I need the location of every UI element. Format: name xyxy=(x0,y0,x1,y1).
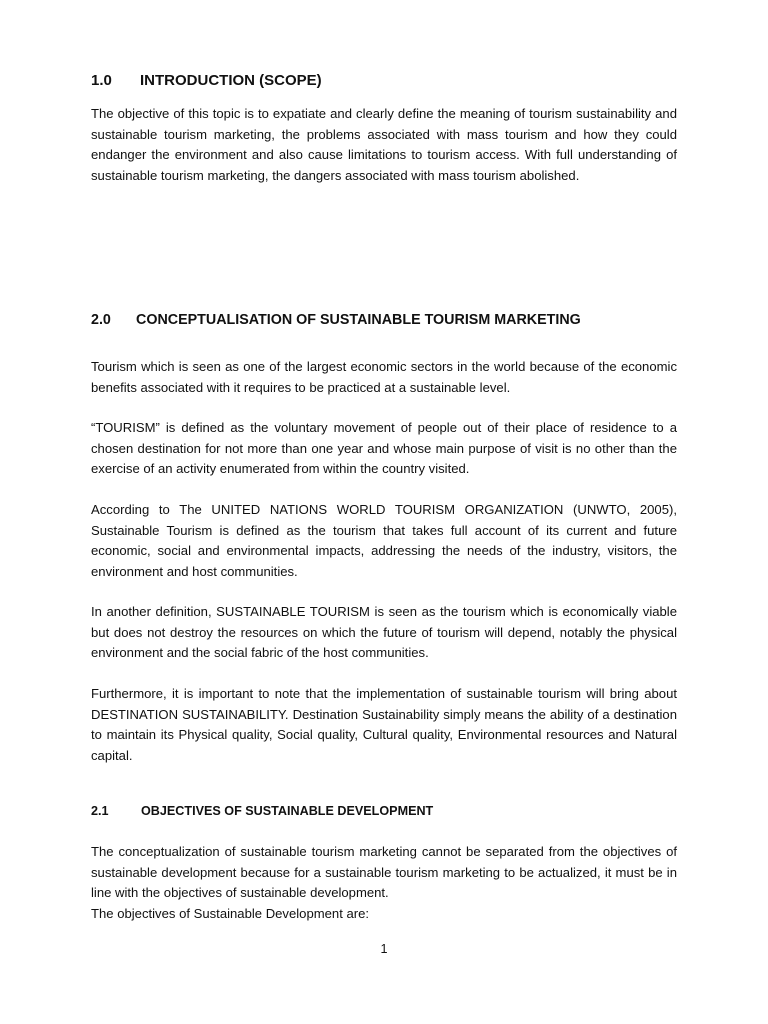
section-number: 2.0 xyxy=(91,312,111,328)
objectives-paragraph: The conceptualization of sustainable tourism marketing cannot be separated from the objectives of sustainable development because for a sustainable tourism marketing to be actualized, it must be in line with the objectives of sustainable development. xyxy=(91,844,677,901)
objectives-lead-in: The objectives of Sustainable Development are: xyxy=(91,906,370,921)
concept-paragraph-2: “TOURISM” is defined as the voluntary movement of people out of their place of residence to a chosen destination for not more than one year and whose main purpose of visit is no other than the exercise of an activity enumerated from within the country visited. xyxy=(91,420,677,477)
concept-paragraph-3: According to The UNITED NATIONS WORLD TOURISM ORGANIZATION (UNWTO, 2005), Sustainable Tourism is defined as the tourism that takes full account of its current and future economic, social and environmental impacts, addressing the needs of the industry, visitors, the environment and host communities. xyxy=(91,502,677,580)
concept-paragraph-4: In another definition, SUSTAINABLE TOURISM is seen as the tourism which is economically viable but does not destroy the resources on which the future of tourism will depend, notably the physical environment and the social fabric of the host communities. xyxy=(91,604,677,661)
section-title: CONCEPTUALISATION OF SUSTAINABLE TOURISM MARKETING xyxy=(136,312,581,328)
page-number: 1 xyxy=(380,942,388,956)
section-title: OBJECTIVES OF SUSTAINABLE DEVELOPMENT xyxy=(141,804,434,818)
intro-paragraph: The objective of this topic is to expatiate and clearly define the meaning of tourism sustainability and sustainable tourism marketing, the problems associated with mass tourism and how they could endanger the environment and also cause limitations to tourism access. With full understanding of sustainable tourism marketing, the dangers associated with mass tourism abolished. xyxy=(91,106,677,184)
section-title: INTRODUCTION (SCOPE) xyxy=(140,72,322,89)
section-number: 1.0 xyxy=(91,72,112,89)
section-heading-objectives xyxy=(91,804,691,818)
concept-paragraph-1: Tourism which is seen as one of the largest economic sectors in the world because of the economic benefits associated with it requires to be practiced at a sustainable level. xyxy=(91,359,677,395)
concept-paragraph-5: Furthermore, it is important to note that the implementation of sustainable tourism will bring about DESTINATION SUSTAINABILITY. Destination Sustainability simply means the ability of a destination to maintain its Physical quality, Social quality, Cultural quality, Environmental resources and Natural capital. xyxy=(91,686,677,764)
section-heading-intro xyxy=(91,72,691,89)
section-number: 2.1 xyxy=(91,804,109,818)
section-heading-concept xyxy=(91,312,691,328)
